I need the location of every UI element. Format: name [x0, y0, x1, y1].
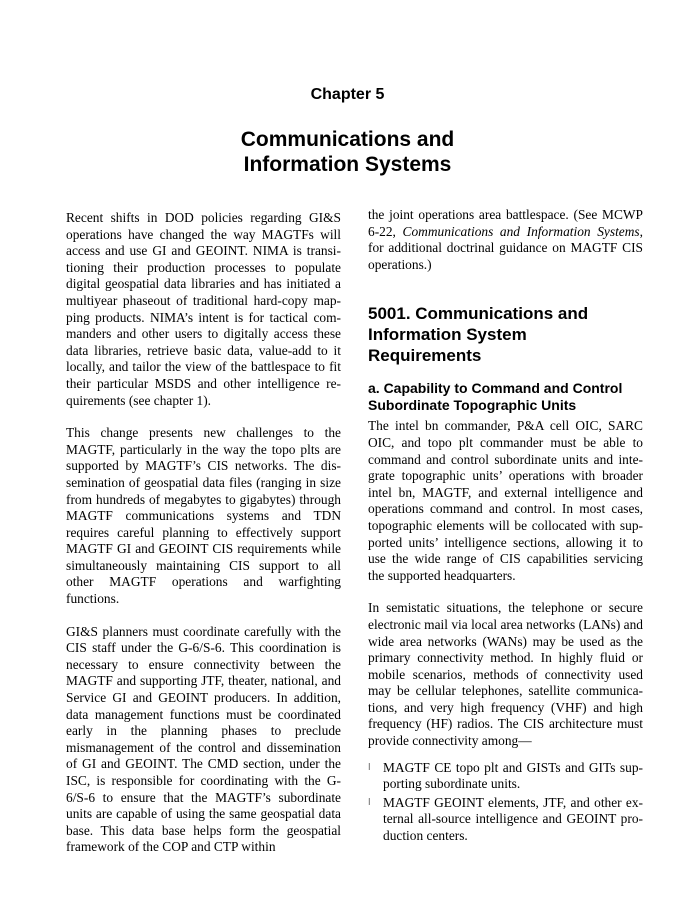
chapter-title [0, 127, 695, 177]
right-column [368, 207, 643, 847]
list-item-text: MAGTF GEOINT elements, JTF, and other external all-source intelligence and GEOINT production centers. [383, 794, 643, 844]
paragraph: Recent shifts in DOD policies regarding GI&S operations have changed the way MAGTFs will access and use GI and GEOINT. NIMA is transitioning their production processes to populate digital geospatial data libraries and has initiated a multiyear phaseout of traditional hard-copy mapping products. NIMA’s intent is for tactical commanders and other users to digitally access these data libraries, retrieve basic data, value-add to it locally, and tailor the view of the battlespace to fit their particular MSDS and other intelligence requirements (see chapter 1). [66, 210, 341, 408]
list-item [368, 760, 643, 793]
paragraph: In semistatic situations, the telephone or secure electronic mail via local area networks (LANs) and wide area networks (WANs) may be used as the primary connectivity method. In highly fluid or mobile scenarios, methods of connectivity used may be cellular telephones, satellite communications, and very high frequency (VHF) and high frequency (HF) radios. The CIS architecture must provide connectivity among— [368, 600, 643, 749]
bullet-list [368, 760, 643, 845]
subsection-title: a. Capability to Command and Control Subordinate Topographic Units [368, 380, 623, 414]
paragraph: The intel bn commander, P&A cell OIC, SARC OIC, and topo plt commander must be able to command and control subordinate units and integrate topographic units’ operations with broader intel bn, MAGTF, and external intelligence and operations command and control. In most cases, topographic elements will be collocated with supported units’ intelligence sections, allowing it to use the wide range of CIS capabilities servicing the supported headquarters. [368, 418, 643, 583]
list-item [368, 795, 643, 845]
paragraph-text: , for additional doctrinal guidance on MAGTF CIS operations.) [368, 223, 643, 272]
chapter-title-line-2: Information Systems [243, 153, 452, 176]
bullet-icon: l [368, 797, 371, 808]
paragraph: This change presents new challenges to the MAGTF, particularly in the way the topo plts are supported by MAGTF’s CIS networks. The dissemination of geospatial data files (ranging in size from hundreds of megabytes to gigabytes) through MAGTF communications systems and TDN requires careful planning to effectively support MAGTF GI and GEOINT CIS requirements while simultaneously maintaining CIS support to all other MAGTF operations and warfighting functions. [66, 425, 341, 607]
paragraph [368, 207, 643, 273]
list-item-text: MAGTF CE topo plt and GISTs and GITs supporting subordinate units. [383, 759, 643, 792]
left-column [66, 210, 341, 872]
paragraph-text: the joint operations area battlespace. (See MCWP 6-22, [368, 207, 643, 239]
publication-title: Communications and Information Systems [402, 223, 640, 239]
chapter-title-line-1: Communications and [240, 128, 455, 151]
section-title: 5001. Communications and Information System Requirements [368, 304, 589, 366]
bullet-icon: l [368, 762, 371, 773]
paragraph: GI&S planners must coordinate carefully with the CIS staff under the G-6/S-6. This coordination is necessary to ensure connectivity between the MAGTF and supporting JTF, theater, national, and Service GI and GEOINT producers. In addition, data management functions must be coordinated early in the planning phases to preclude mismanagement of the control and dissemination of GI and GEOINT. The CMD section, under the ISC, is responsible for coordinating with the G-6/S-6 to ensure that the MAGTF’s subordinate units are capable of using the same geospatial data base. This data base helps form the geospatial framework of the COP and CTP within [66, 623, 341, 855]
chapter-label: Chapter 5 [310, 86, 385, 103]
